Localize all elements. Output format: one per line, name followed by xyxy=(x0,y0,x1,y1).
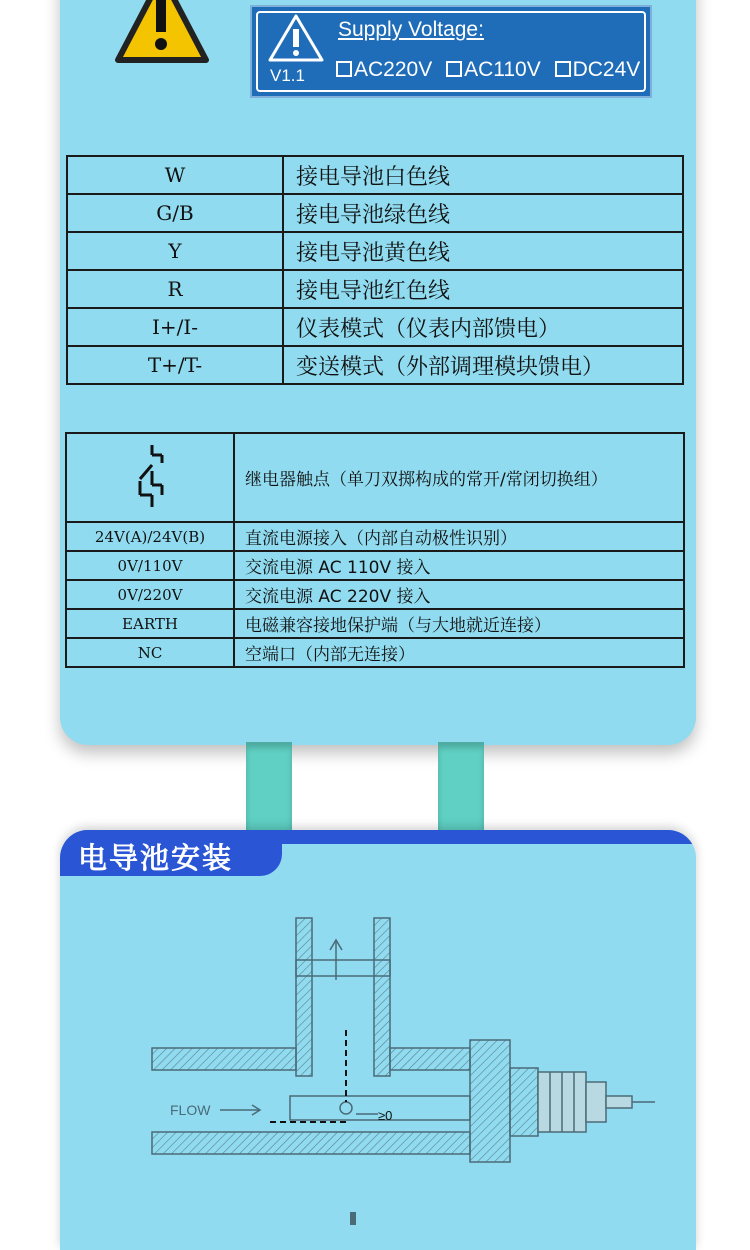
flow-label: FLOW xyxy=(170,1102,211,1118)
terminal-cell: G/B xyxy=(67,194,283,232)
voltage-option: AC110V xyxy=(446,58,541,81)
relay-symbol-cell xyxy=(66,433,234,522)
terminal-cell: T+/T- xyxy=(67,346,283,384)
table-row xyxy=(66,638,684,667)
table-row xyxy=(67,194,683,232)
warning-icon xyxy=(88,0,234,68)
terminal-cell: 0V/220V xyxy=(66,580,234,609)
description-cell: 接电导池白色线 xyxy=(283,156,683,194)
warning-triangle-icon xyxy=(266,12,326,64)
installation-diagram xyxy=(60,900,696,1225)
terminal-cell: 24V(A)/24V(B) xyxy=(66,522,234,551)
voltage-option: DC24V xyxy=(555,58,641,81)
terminal-cell: EARTH xyxy=(66,609,234,638)
table-row xyxy=(67,232,683,270)
table-row xyxy=(67,308,683,346)
table-row xyxy=(66,580,684,609)
depth-label: ≥0 xyxy=(378,1108,393,1123)
description-cell: 接电导池绿色线 xyxy=(283,194,683,232)
description-cell: 接电导池红色线 xyxy=(283,270,683,308)
table-row xyxy=(66,551,684,580)
terminal-cell: 0V/110V xyxy=(66,551,234,580)
section-title: 电导池安装 xyxy=(78,841,234,875)
checkbox-icon xyxy=(555,61,571,77)
table-row xyxy=(66,433,684,522)
description-cell: 仪表模式（仪表内部馈电） xyxy=(283,308,683,346)
voltage-option: AC220V xyxy=(336,58,432,81)
description-cell: 空端口（内部无连接） xyxy=(234,638,684,667)
description-cell: 继电器触点（单刀双掷构成的常开/常闭切换组） xyxy=(234,433,684,522)
table-row xyxy=(66,522,684,551)
voltage-options xyxy=(336,58,648,82)
supply-voltage-title: Supply Voltage: xyxy=(338,18,484,41)
terminal-table xyxy=(65,432,685,668)
table-row xyxy=(67,346,683,384)
version-label: V1.1 xyxy=(270,66,305,85)
table-row xyxy=(67,270,683,308)
table-row xyxy=(67,156,683,194)
terminal-cell: W xyxy=(67,156,283,194)
description-cell: 电磁兼容接地保护端（与大地就近连接） xyxy=(234,609,684,638)
relay-contact-icon xyxy=(130,441,170,511)
description-cell: 直流电源接入（内部自动极性识别） xyxy=(234,522,684,551)
description-cell: 交流电源 AC 220V 接入 xyxy=(234,580,684,609)
description-cell: 交流电源 AC 110V 接入 xyxy=(234,551,684,580)
terminal-cell: R xyxy=(67,270,283,308)
table-row xyxy=(66,609,684,638)
checkbox-icon xyxy=(336,61,352,77)
terminal-cell: NC xyxy=(66,638,234,667)
description-cell: 变送模式（外部调理模块馈电） xyxy=(283,346,683,384)
terminal-cell: I+/I- xyxy=(67,308,283,346)
checkbox-icon xyxy=(446,61,462,77)
terminal-cell: Y xyxy=(67,232,283,270)
wiring-table xyxy=(66,155,684,385)
connector-strip xyxy=(246,742,292,832)
connector-strip xyxy=(438,742,484,832)
description-cell: 接电导池黄色线 xyxy=(283,232,683,270)
